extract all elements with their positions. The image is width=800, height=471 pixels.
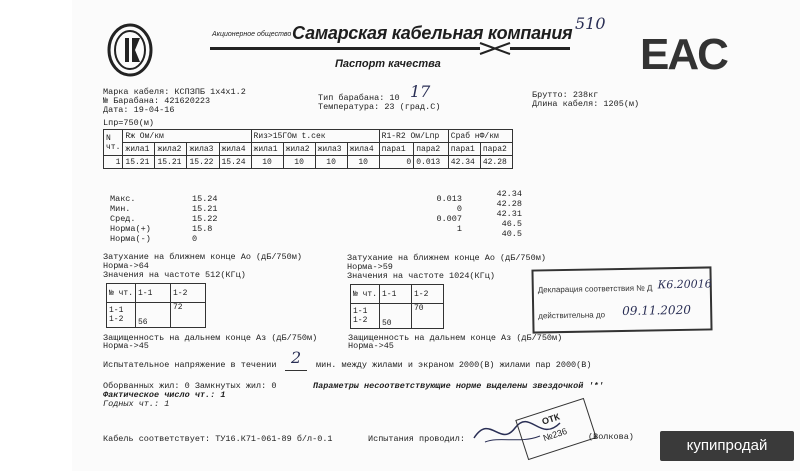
attn-left-norm: Норма->64 xyxy=(103,261,149,271)
org-prefix: Акционерное общество xyxy=(212,31,292,38)
sub-header: пара2 xyxy=(414,143,449,156)
srab-header: Сраб нФ/км xyxy=(448,130,512,143)
r12-header: R1-R2 Ом/Lпр xyxy=(379,130,448,143)
date-row: Дата: 19-04-16 xyxy=(103,105,175,115)
brand-row: Марка кабеля: КСПЗПБ 1х4х1.2 xyxy=(103,87,246,97)
attn-right-freq: Значения на частоте 1024(КГц) xyxy=(347,271,495,281)
drum-type-hand: 17 xyxy=(410,82,431,101)
protect-right-norm: Норма->45 xyxy=(348,341,394,351)
table-cell: 10 xyxy=(315,156,347,169)
table-cell: 15.21 xyxy=(123,156,155,169)
params-note: Параметры несоответствующие норме выделены звездочкой '*' xyxy=(313,381,604,391)
table-cell: 42.34 xyxy=(448,156,480,169)
rzh-header: Rж Ом/км xyxy=(123,130,251,143)
attn-right-table: № чт. 1-1 1-2 1-1 1-2 50 70 xyxy=(350,284,444,329)
protect-left-norm: Норма->45 xyxy=(103,341,149,351)
attn-left-freq: Значения на частоте 512(КГц) xyxy=(103,270,246,280)
attn-right-title: Затухание на ближнем конце Ао (дБ/750м) xyxy=(347,253,546,263)
sub-header: жила3 xyxy=(315,143,347,156)
sub-header: жила4 xyxy=(219,143,251,156)
drum-row: № Барабана: 421620223 xyxy=(103,96,211,106)
good-count: Годных чт.: 1 xyxy=(103,399,170,409)
ksk-logo-icon xyxy=(106,22,154,78)
sub-header: жила3 xyxy=(187,143,219,156)
col-n-header: N чт. xyxy=(104,130,123,156)
tester-label: Испытания проводил: xyxy=(368,434,465,444)
company-name: Самарская кабельная компания xyxy=(292,23,573,43)
table-cell: 1 xyxy=(104,156,123,169)
table-cell: 0 xyxy=(379,156,414,169)
sub-header: пара1 xyxy=(448,143,480,156)
attn-left-title: Затухание на ближнем конце Ао (дБ/750м) xyxy=(103,252,302,262)
sub-header: жила1 xyxy=(251,143,283,156)
signer-name: (Волкова) xyxy=(588,432,634,442)
sub-header: жила4 xyxy=(347,143,379,156)
table-cell: 0.013 xyxy=(414,156,449,169)
test-underline xyxy=(285,370,307,371)
attn-left-table: № чт. 1-1 1-2 1-1 1-2 56 72 xyxy=(106,283,206,328)
table-cell: 10 xyxy=(347,156,379,169)
kupiproday-watermark: купипродай xyxy=(660,431,794,461)
handwritten-number: 510 xyxy=(575,14,606,33)
test-suffix: мин. между жилами и экраном 2000(В) жилами пар 2000(В) xyxy=(316,360,592,370)
length-row: Длина кабеля: 1205(м) xyxy=(532,99,640,109)
sub-header: пара1 xyxy=(379,143,414,156)
test-hand: 2 xyxy=(291,348,302,367)
table-cell: 10 xyxy=(283,156,315,169)
stats-r12: 0.013 0 0.007 1 xyxy=(436,194,462,234)
table-cell: 42.28 xyxy=(480,156,512,169)
sub-header: жила2 xyxy=(283,143,315,156)
table-cell: 15.21 xyxy=(155,156,187,169)
riz-header: Rиз>15ГОм t.сек xyxy=(251,130,379,143)
protect-right: Защищенность на дальнем конце Аз (дБ/750м) xyxy=(348,333,563,343)
drum-type-row: Тип барабана: 10 xyxy=(318,93,400,103)
temp-row: Температура: 23 (град.С) xyxy=(318,102,441,112)
actual-count: Фактическое число чт.: 1 xyxy=(103,390,226,400)
protect-left: Защищенность на дальнем конце Аз (дБ/750м) xyxy=(103,333,318,343)
sub-header: жила2 xyxy=(155,143,187,156)
cable-stripe-icon xyxy=(210,42,570,56)
test-prefix: Испытательное напряжение в течении xyxy=(103,360,277,370)
stats-rzh: 15.24 15.21 15.22 15.8 0 xyxy=(192,194,218,244)
sub-header: жила1 xyxy=(123,143,155,156)
stats-labels: Макс. Мин. Сред. Норма(+) Норма(-) xyxy=(110,194,151,244)
gross-row: Брутто: 238кг xyxy=(532,90,599,100)
table-row xyxy=(104,156,513,169)
stats-srab: 42.34 42.28 42.31 46.5 40.5 xyxy=(496,189,522,239)
otk-stamp: ОТК №236 xyxy=(515,398,596,460)
broken-line: Оборванных жил: 0 Замкнутых жил: 0 xyxy=(103,381,277,391)
eac-mark: EAC xyxy=(640,30,727,79)
standard-line: Кабель соответствует: ТУ16.К71-061-89 б/л-0.1 xyxy=(103,434,333,444)
declaration-stamp: Декларация соответствия № Д К6.20016 действительна до 09.11.2020 xyxy=(531,266,712,333)
sub-header: пара2 xyxy=(480,143,512,156)
table-cell: 15.22 xyxy=(187,156,219,169)
doc-title: Паспорт качества xyxy=(335,58,441,70)
attn-right-norm: Норма->59 xyxy=(347,262,393,272)
table-cell: 10 xyxy=(251,156,283,169)
measurement-table xyxy=(103,129,513,169)
lnp-label: Lпр=750(м) xyxy=(103,118,155,128)
table-cell: 15.24 xyxy=(219,156,251,169)
